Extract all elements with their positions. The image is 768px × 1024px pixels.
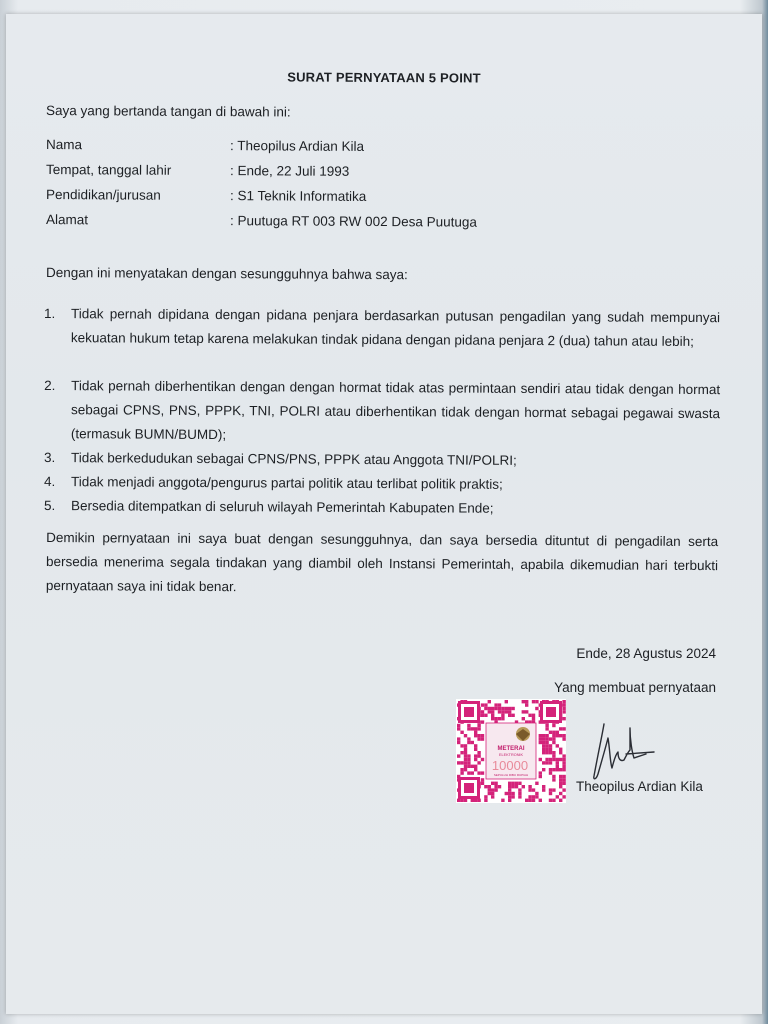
identity-value: : Puutuga RT 003 RW 002 Desa Puutuga <box>229 213 477 230</box>
list-item-number: 2. <box>44 378 56 394</box>
identity-label: Nama <box>45 137 83 153</box>
list-item <box>44 494 720 522</box>
list-item-text: Tidak pernah diberhentikan dengan dengan hormat tidak atas permintaan sendiri atau tidak dengan hormat sebagai CPNS, PNS, PPPK, TNI, POLRI atau diberhentikan tidak dengan hormat sebagai pegawai swasta (termasuk BUMN/BUMD); <box>70 378 721 443</box>
list-item-number: 3. <box>43 450 56 466</box>
identity-value: : Theopilus Ardian Kila <box>229 138 365 154</box>
identity-row-education <box>46 187 566 208</box>
statement-text: Dengan ini menyatakan dengan sesungguhnya bahwa saya: <box>45 265 408 283</box>
list-item-number: 5. <box>43 498 56 514</box>
meterai-stamp <box>456 699 566 803</box>
identity-label: Pendidikan/jurusan <box>45 187 161 203</box>
intro-text: Saya yang bertanda tangan di bawah ini: <box>45 103 291 120</box>
identity-row-address <box>46 212 566 233</box>
handwritten-signature <box>590 716 660 786</box>
identity-label: Alamat <box>45 212 89 228</box>
closing-paragraph: Demikin pernyataan ini saya buat dengan sesungguhnya, dan saya bersedia dituntut di pengadilan serta bersedia menerima segala tindakan yang diambil oleh Instansi Pemerintah, apabila dikemudian hari terbukti pernyataan saya ini tidak benar. <box>45 530 719 595</box>
document-title: SURAT PERNYATAAN 5 POINT <box>287 69 481 86</box>
list-item-number: 4. <box>43 474 56 490</box>
list-item-text: Tidak menjadi anggota/pengurus partai politik atau terlibat politik praktis; <box>70 474 503 492</box>
identity-row-name <box>46 137 566 158</box>
meterai-value: 10000 <box>491 758 529 773</box>
list-item-text: Bersedia ditempatkan di seluruh wilayah Pemerintah Kabupaten Ende; <box>70 498 494 516</box>
list-item-number: 1. <box>44 306 56 322</box>
meterai-label-word: METERAI <box>497 746 525 752</box>
meterai-caption: SEPULUH RIBU RUPIAH <box>493 773 529 777</box>
list-item-text: Tidak berkedudukan sebagai CPNS/PNS, PPPK atau Anggota TNI/POLRI; <box>70 450 517 468</box>
identity-value: : S1 Teknik Informatika <box>229 188 367 204</box>
list-item-text: Tidak pernah dipidana dengan pidana penjara berdasarkan putusan pengadilan yang sudah mempunyai kekuatan hukum tetap karena melakukan tindak pidana dengan pidana penjara 2 (dua) tahun atau lebih; <box>70 306 721 349</box>
list-item <box>44 302 720 354</box>
maker-label: Yang membuat pernyataan <box>554 680 716 695</box>
meterai-label-type: ELEKTRONIK <box>498 753 524 757</box>
list-item <box>44 374 720 450</box>
meterai-stamp-graphic <box>456 699 566 803</box>
identity-value: : Ende, 22 Juli 1993 <box>229 163 350 179</box>
signer-name: Theopilus Ardian Kila <box>576 779 703 794</box>
identity-row-birth <box>46 162 566 183</box>
identity-label: Tempat, tanggal lahir <box>45 162 172 178</box>
place-date: Ende, 28 Agustus 2024 <box>576 646 716 661</box>
